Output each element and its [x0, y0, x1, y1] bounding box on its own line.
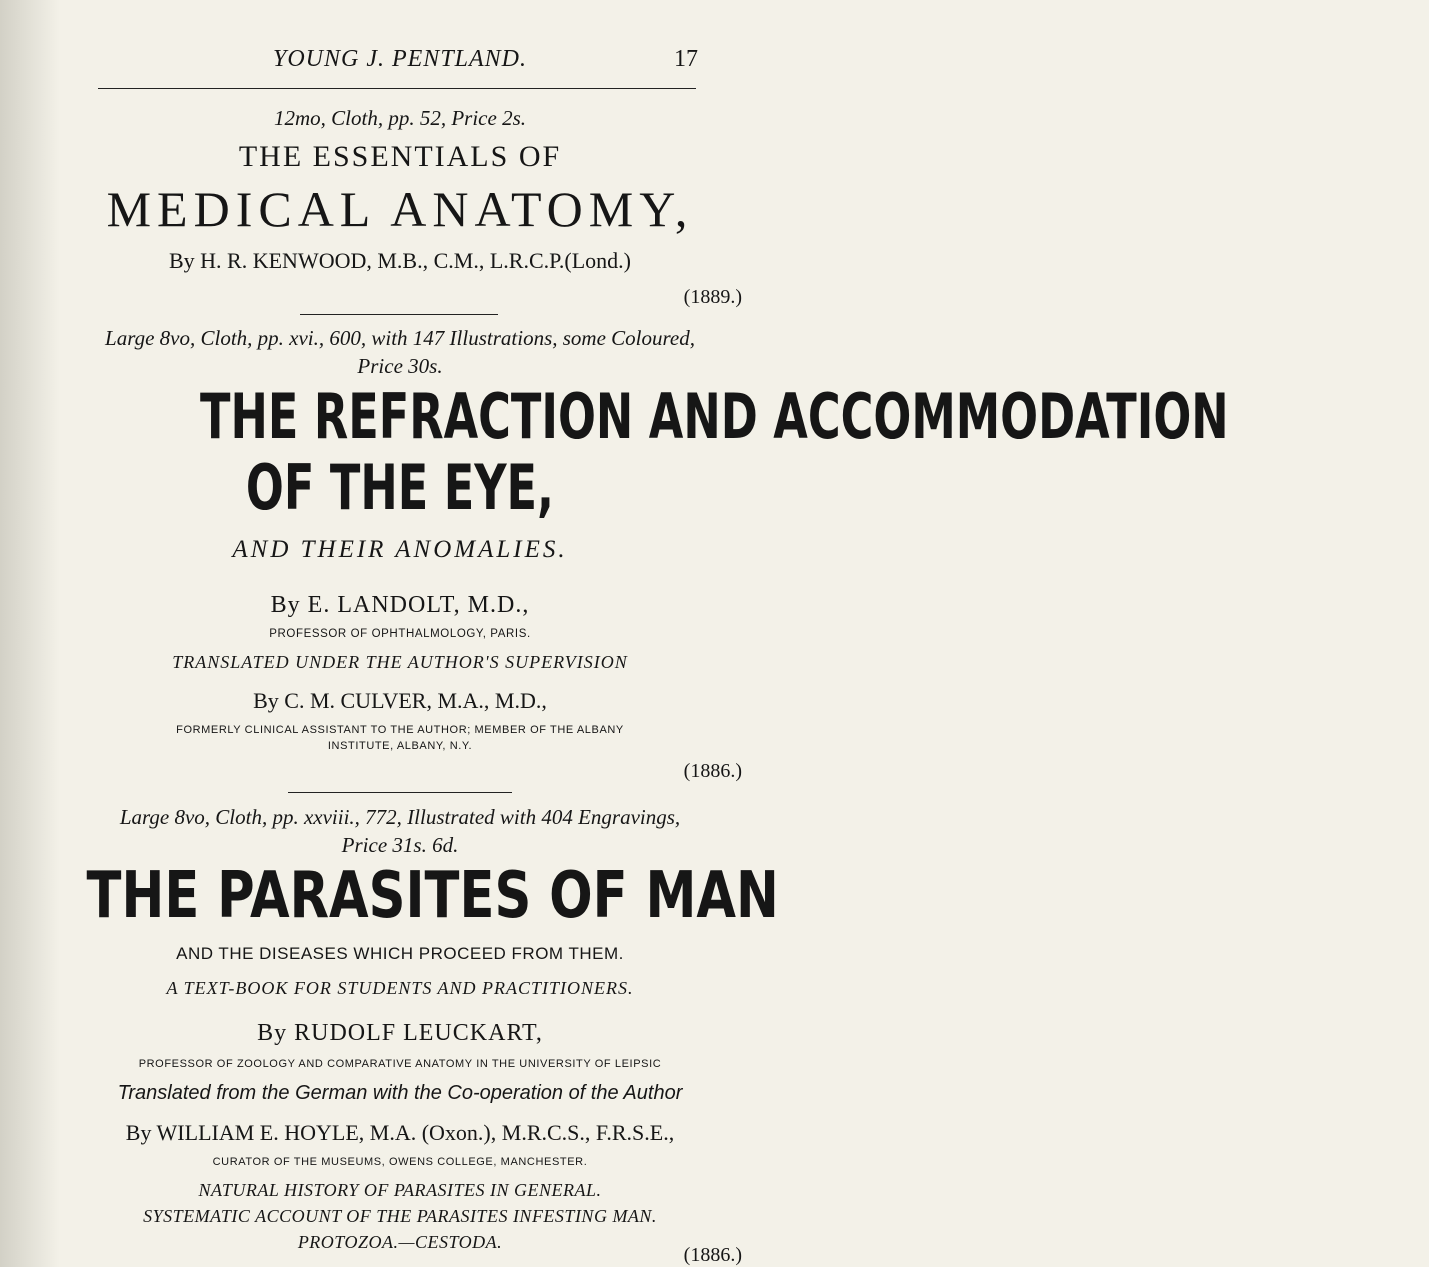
running-title: YOUNG J. PENTLAND.: [272, 46, 528, 72]
separator-rule-1: [300, 314, 498, 315]
book1-format-line: 12mo, Cloth, pp. 52, Price 2s.: [274, 106, 526, 130]
book2-author-line: By E. LANDOLT, M.D.,: [270, 592, 530, 618]
book1-title-line1: THE ESSENTIALS OF: [238, 140, 562, 173]
book2-format-line2: Price 30s.: [357, 354, 443, 378]
book2-subtitle: AND THEIR ANOMALIES.: [232, 536, 568, 563]
separator-rule-2: [288, 792, 512, 793]
book3-author-line: By RUDOLF LEUCKART,: [257, 1020, 543, 1046]
book3-author-credential: PROFESSOR OF ZOOLOGY AND COMPARATIVE ANATOMY IN THE UNIVERSITY OF LEIPSIC: [138, 1058, 662, 1070]
book2-translation-note: TRANSLATED UNDER THE AUTHOR'S SUPERVISION: [172, 652, 628, 672]
book3-translator-line: By WILLIAM E. HOYLE, M.A. (Oxon.), M.R.C.S., F.R.S.E.,: [125, 1120, 675, 1145]
book2-title-line2: OF THE EYE,: [245, 451, 555, 524]
book3-contents-line2: SYSTEMATIC ACCOUNT OF THE PARASITES INFESTING MAN.: [143, 1206, 657, 1226]
book2-title-line1: THE REFRACTION AND ACCOMMODATION: [200, 380, 1229, 453]
book3-translation-note: Translated from the German with the Co-operation of the Author: [117, 1082, 683, 1104]
book2-date: (1886.): [683, 760, 742, 782]
page-number: 17: [674, 46, 698, 72]
book3-title-line1: THE PARASITES OF MAN: [86, 859, 779, 933]
book2-translator-credential2: INSTITUTE, ALBANY, N.Y.: [327, 740, 473, 752]
book3-format-line1: Large 8vo, Cloth, pp. xxviii., 772, Illustrated with 404 Engravings,: [119, 805, 681, 829]
book3-contents-line3: PROTOZOA.—CESTODA.: [297, 1232, 503, 1252]
book2-author-credential: PROFESSOR OF OPHTHALMOLOGY, PARIS.: [269, 628, 531, 640]
book2-translator-credential1: FORMERLY CLINICAL ASSISTANT TO THE AUTHOR; MEMBER OF THE ALBANY: [176, 724, 624, 736]
book1-title-line2: MEDICAL ANATOMY,: [106, 181, 694, 237]
book3-subtitle: A TEXT-BOOK FOR STUDENTS AND PRACTITIONERS.: [166, 978, 634, 998]
book3-date: (1886.): [683, 1244, 742, 1266]
header-rule: [98, 88, 696, 89]
book1-date: (1889.): [683, 286, 742, 308]
book2-format-line1: Large 8vo, Cloth, pp. xvi., 600, with 147 Illustrations, some Coloured,: [105, 326, 695, 350]
book3-translator-credential: CURATOR OF THE MUSEUMS, OWENS COLLEGE, MANCHESTER.: [212, 1156, 588, 1168]
book3-format-line2: Price 31s. 6d.: [341, 833, 459, 857]
book1-author-line: By H. R. KENWOOD, M.B., C.M., L.R.C.P.(Lond.): [168, 248, 632, 273]
book2-translator-line: By C. M. CULVER, M.A., M.D.,: [253, 688, 547, 713]
book3-title-line2: AND THE DISEASES WHICH PROCEED FROM THEM.: [176, 944, 624, 963]
book3-contents-line1: NATURAL HISTORY OF PARASITES IN GENERAL.: [198, 1180, 602, 1200]
